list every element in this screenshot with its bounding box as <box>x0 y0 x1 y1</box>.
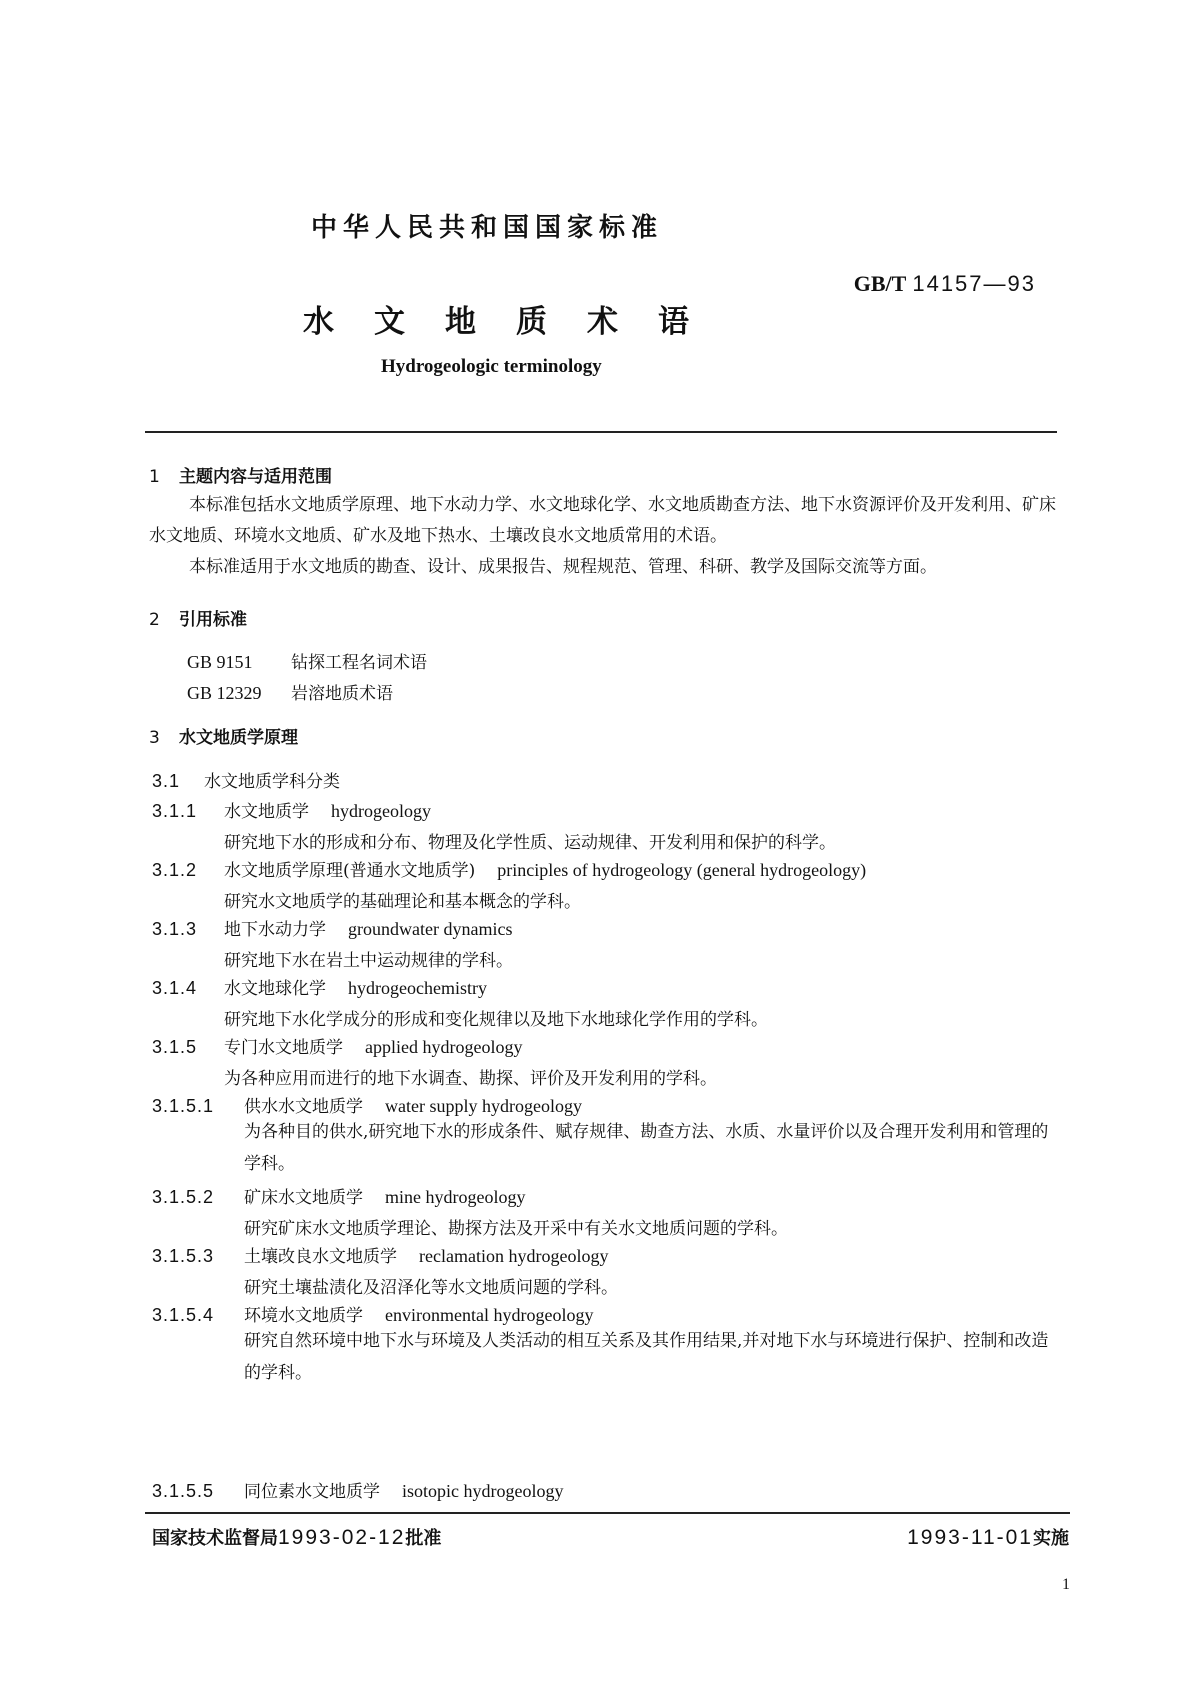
term-english: groundwater dynamics <box>348 919 513 939</box>
code-prefix: GB/T <box>853 271 907 296</box>
section-3-heading <box>149 723 298 748</box>
term-entry <box>152 1242 608 1267</box>
term-definition: 为各种目的供水,研究地下水的形成条件、赋存规律、勘查方法、水质、水量评价以及合理开发利用和管理的学科。 <box>244 1122 1049 1174</box>
term-entry <box>152 856 866 881</box>
section-1-heading <box>149 462 332 487</box>
term-chinese: 水文地质学 <box>224 802 309 822</box>
effective-line <box>907 1524 1069 1550</box>
term-english: mine hydrogeology <box>385 1187 526 1207</box>
section-2-heading <box>149 605 247 630</box>
term-number: 3.1.3 <box>152 919 198 939</box>
effective-date: 1993-11-01 <box>907 1526 1033 1549</box>
term-english: water supply hydrogeology <box>385 1096 582 1116</box>
term-number: 3.1.5.4 <box>152 1305 215 1325</box>
footer-divider <box>145 1512 1070 1514</box>
term-number: 3.1.5.1 <box>152 1096 215 1116</box>
reference-code: GB 9151 <box>187 652 253 672</box>
term-number: 3.1.2 <box>152 860 198 880</box>
term-definition: 研究水文地质学的基础理论和基本概念的学科。 <box>224 892 581 912</box>
section-title: 水文地质学原理 <box>179 728 298 748</box>
term-number: 3.1.5.2 <box>152 1187 215 1207</box>
page-number: 1 <box>1062 1576 1070 1593</box>
term-english: hydrogeology <box>331 801 431 821</box>
section-1-paragraph-2: 本标准适用于水文地质的勘查、设计、成果报告、规程规范、管理、科研、教学及国际交流等方面。 <box>189 557 937 577</box>
reference-name: 岩溶地质术语 <box>291 684 393 704</box>
header-divider <box>145 431 1057 433</box>
term-definition: 研究地下水在岩土中运动规律的学科。 <box>224 951 513 971</box>
term-number: 3.1 <box>152 771 181 791</box>
term-entry <box>152 1092 582 1117</box>
term-definition: 研究地下水的形成和分布、物理及化学性质、运动规律、开发利用和保护的科学。 <box>224 833 836 853</box>
term-entry <box>152 1033 522 1058</box>
document-title: 水文地质术语 <box>303 304 729 340</box>
term-number: 3.1.5.3 <box>152 1246 215 1266</box>
term-chinese: 供水水文地质学 <box>244 1097 363 1117</box>
term-entry <box>152 1477 563 1502</box>
term-chinese: 矿床水文地质学 <box>244 1188 363 1208</box>
term-chinese: 水文地球化学 <box>224 979 326 999</box>
effective-label: 实施 <box>1033 1528 1069 1549</box>
term-english: hydrogeochemistry <box>348 978 487 998</box>
term-english: applied hydrogeology <box>365 1037 523 1057</box>
term-chinese: 专门水文地质学 <box>224 1038 343 1058</box>
term-number: 3.1.4 <box>152 978 198 998</box>
code-number: 14157—93 <box>912 271 1036 296</box>
approval-line <box>152 1524 441 1550</box>
approval-date: 1993-02-12 <box>278 1526 406 1549</box>
term-chinese: 地下水动力学 <box>224 920 326 940</box>
section-title: 主题内容与适用范围 <box>179 467 332 487</box>
term-entry <box>152 915 512 940</box>
term-english: environmental hydrogeology <box>385 1305 594 1325</box>
document-subtitle: Hydrogeologic terminology <box>381 356 602 377</box>
term-definition: 研究矿床水文地质学理论、勘探方法及开采中有关水文地质问题的学科。 <box>244 1219 788 1239</box>
section-number: 1 <box>149 467 160 487</box>
term-definition: 为各种应用而进行的地下水调查、勘探、评价及开发利用的学科。 <box>224 1069 717 1089</box>
section-number: 3 <box>149 728 160 748</box>
term-english: isotopic hydrogeology <box>402 1481 564 1501</box>
section-title: 引用标准 <box>179 610 247 630</box>
standard-code <box>854 271 1036 297</box>
reference-item <box>187 679 393 704</box>
term-chinese: 土壤改良水文地质学 <box>244 1247 397 1267</box>
term-chinese: 环境水文地质学 <box>244 1306 363 1326</box>
term-number: 3.1.5 <box>152 1037 198 1057</box>
subsection-heading <box>152 767 340 792</box>
term-chinese: 同位素水文地质学 <box>244 1482 380 1502</box>
approval-label: 批准 <box>405 1528 442 1549</box>
term-english: principles of hydrogeology (general hydrogeology) <box>497 860 867 880</box>
national-standard-heading: 中华人民共和国国家标准 <box>311 213 664 243</box>
reference-name: 钻探工程名词术语 <box>291 653 427 673</box>
term-entry <box>152 974 487 999</box>
term-entry <box>152 797 431 822</box>
term-definition: 研究地下水化学成分的形成和变化规律以及地下水地球化学作用的学科。 <box>224 1010 768 1030</box>
term-chinese: 水文地质学科分类 <box>204 772 340 792</box>
term-entry <box>152 1301 593 1326</box>
section-number: 2 <box>149 610 160 630</box>
term-chinese: 水文地质学原理(普通水文地质学) <box>224 861 476 881</box>
section-1-paragraph-1: 本标准包括水文地质学原理、地下水动力学、水文地球化学、水文地质勘查方法、地下水资源评价及开发利用、矿床水文地质、环境水文地质、矿水及地下热水、土壤改良水文地质常用的术语。 <box>149 495 1056 546</box>
reference-code: GB 12329 <box>187 683 262 703</box>
term-definition: 研究自然环境中地下水与环境及人类活动的相互关系及其作用结果,并对地下水与环境进行保护、控制和改造的学科。 <box>244 1331 1049 1383</box>
term-entry <box>152 1183 525 1208</box>
term-english: reclamation hydrogeology <box>419 1246 609 1266</box>
term-number: 3.1.5.5 <box>152 1481 215 1501</box>
approving-authority: 国家技术监督局 <box>152 1528 278 1549</box>
term-definition: 研究土壤盐渍化及沼泽化等水文地质问题的学科。 <box>244 1278 618 1298</box>
term-number: 3.1.1 <box>152 801 198 821</box>
reference-item <box>187 648 427 673</box>
